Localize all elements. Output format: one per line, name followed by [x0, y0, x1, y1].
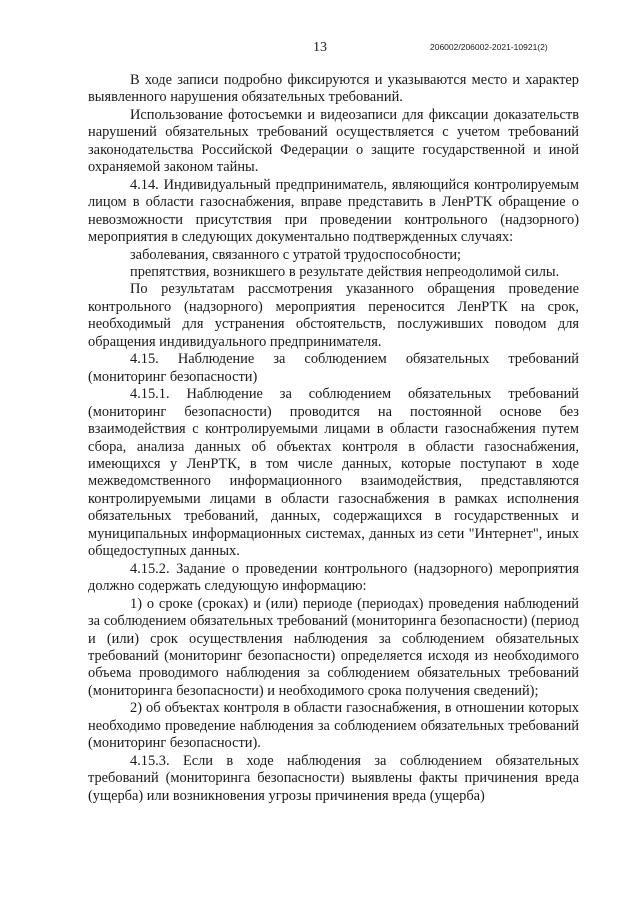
- document-body: [88, 72, 579, 805]
- paragraph: 2) об объектах контроля в области газоснабжения, в отношении которых необходимо проведение наблюдения за соблюдением обязательных требований (мониторинг безопасности).: [88, 700, 579, 752]
- paragraph: Использование фотосъемки и видеозаписи для фиксации доказательств нарушений обязательных требований осуществляется с учетом требований законодательства Российской Федерации о защите государственной и иной охраняемой законом тайны.: [88, 106, 579, 176]
- page-number: 13: [313, 40, 327, 55]
- document-code: 206002/206002-2021-10921(2): [430, 42, 548, 52]
- paragraph: По результатам рассмотрения указанного обращения проведение контрольного (надзорного) мероприятия переносится ЛенРТК на срок, необходимый для устранения обстоятельств, послуживших поводом для обращения индивидуального предпринимателя.: [88, 281, 579, 350]
- paragraph: 4.15.1. Наблюдение за соблюдением обязательных требований (мониторинг безопасности) проводится на постоянной основе без взаимодействия с контролируемыми лицами в области газоснабжения путем сбора, анализа данных об объектах контроля в области газоснабжения, имеющихся у ЛенРТК, в том числе данных, которые поступают в ходе межведомственного информационного взаимодействия, представляются контролируемыми лицами в области газоснабжения в рамках исполнения обязательных требований, данных, содержащихся в государственных и муниципальных информационных системах, данных из сети "Интернет", иных общедоступных данных.: [88, 386, 579, 560]
- paragraph: 1) о сроке (сроках) и (или) периоде (периодах) проведения наблюдений за соблюдением обязательных требований (мониторинга безопасности) (период и (или) срок осуществления наблюдения за соблюдением обязательных требований (мониторинг безопасности) определяется исходя из необходимого объема проводимого наблюдения за соблюдением обязательных требований (мониторинга безопасности) и необходимого срока получения сведений);: [88, 595, 579, 699]
- paragraph: 4.15.3. Если в ходе наблюдения за соблюдением обязательных требований (мониторинга безопасности) выявлены факты причинения вреда (ущерба) или возникновения угрозы причинения вреда (ущерба): [88, 752, 579, 804]
- paragraph: 4.15. Наблюдение за соблюдением обязательных требований (мониторинг безопасности): [88, 351, 579, 385]
- paragraph: заболевания, связанного с утратой трудоспособности;: [130, 246, 462, 263]
- paragraph: 4.15.2. Задание о проведении контрольного (надзорного) мероприятия должно содержать следующую информацию:: [88, 560, 579, 595]
- paragraph: препятствия, возникшего в результате действия непреодолимой силы.: [130, 263, 560, 280]
- paragraph: В ходе записи подробно фиксируются и указываются место и характер выявленного нарушения обязательных требований.: [88, 72, 579, 106]
- paragraph: 4.14. Индивидуальный предприниматель, являющийся контролируемым лицом в области газоснабжения, вправе представить в ЛенРТК обращение о невозможности присутствия при проведении контрольного (надзорного) мероприятия в следующих документально подтвержденных случаях:: [88, 176, 579, 246]
